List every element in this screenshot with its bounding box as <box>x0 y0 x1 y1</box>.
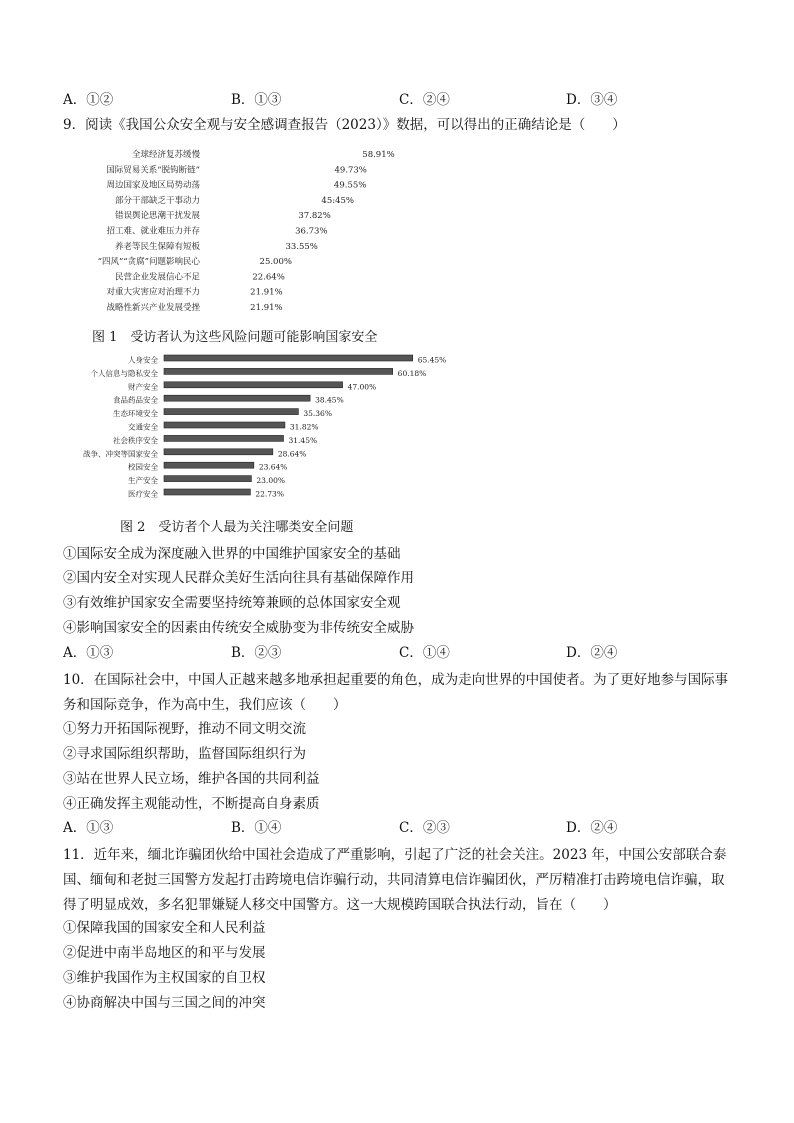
value-label: 22.73% <box>255 489 284 499</box>
category-label: 错误舆论思潮干扰发展 <box>114 211 200 222</box>
q10-option-a[interactable]: A．①③ <box>63 820 114 836</box>
q10-statement-4: ④正确发挥主观能动性，不断提高自身素质 <box>63 796 320 812</box>
value-label: 65.45% <box>417 355 447 365</box>
category-label: 社会秩序安全 <box>113 435 158 445</box>
figure-2-chart <box>60 352 447 508</box>
bar <box>164 355 413 361</box>
category-label: 生产安全 <box>128 476 158 486</box>
q8-option-d[interactable]: D．③④ <box>566 92 618 108</box>
q9-statement-2: ②国内安全对实现人民群众美好生活向往具有基础保障作用 <box>63 570 414 586</box>
value-label: 60.18% <box>397 368 427 378</box>
value-label: 28.64% <box>277 449 307 459</box>
bar <box>164 422 285 428</box>
q9-option-b[interactable]: B．②③ <box>231 645 282 661</box>
bar <box>164 462 254 468</box>
q8-option-b[interactable]: B．①③ <box>231 92 282 108</box>
bar <box>164 368 393 374</box>
bar <box>164 489 250 495</box>
category-label: 生态环境安全 <box>113 409 158 419</box>
value-label: 22.64% <box>252 272 285 283</box>
bar <box>164 476 251 482</box>
value-label: 31.45% <box>288 435 318 445</box>
category-label: 人身安全 <box>128 355 158 365</box>
category-label: 养老等民生保障有短板 <box>114 241 200 252</box>
q11-statement-1: ①保障我国的国家安全和人民利益 <box>63 920 266 936</box>
q8-options <box>63 90 703 110</box>
category-label: 战争、冲突等国家安全 <box>83 449 158 459</box>
category-label: 校园安全 <box>128 462 158 472</box>
figure-1-caption: 图 1 受访者认为这些风险问题可能影响国家安全 <box>92 330 378 345</box>
q10-option-d[interactable]: D．②④ <box>566 820 618 836</box>
value-label: 31.82% <box>289 422 319 432</box>
q9-statement-4: ④影响国家安全的因素由传统安全威胁变为非传统安全威胁 <box>63 620 414 636</box>
value-label: 58.91% <box>362 150 395 160</box>
category-label: 医疗安全 <box>128 489 158 499</box>
q11-statement-2: ②促进中南半岛地区的和平与发展 <box>63 945 266 961</box>
value-label: 49.55% <box>333 180 367 191</box>
value-label: 36.73% <box>295 226 328 237</box>
q11-stem: 11．近年来，缅北诈骗团伙给中国社会造成了严重影响，引起了广泛的社会关注。2023 年，中国公安部联合泰国、缅甸和老挝三国警方发起打击跨境电信诈骗行动，共同清算电信诈骗团伙，严厉精准打击跨境电信诈骗，取得了明显成效，多名犯罪嫌疑人移交中国警方。这一大规模跨国联合执法行动，旨在（ ） <box>63 847 727 913</box>
category-label: 对重大灾害应对治理不力 <box>106 287 200 298</box>
q8-option-c[interactable]: C．②④ <box>399 92 450 108</box>
q10-statement-3: ③站在世界人民立场，维护各国的共同利益 <box>63 771 320 787</box>
q10-stem: 10．在国际社会中，中国人正越来越多地承担起重要的角色，成为走向世界的中国使者。为了更好地参与国际事务和国际竞争，作为高中生，我们应该（ ） <box>63 672 729 713</box>
category-label: 财产安全 <box>128 382 158 392</box>
q10-statement-2: ②寻求国际组织帮助，监督国际组织行为 <box>63 746 306 762</box>
q8-option-a[interactable]: A．①② <box>63 92 114 108</box>
value-label: 38.45% <box>315 395 344 405</box>
category-label: 国际贸易关系“脱钩断链” <box>106 165 200 176</box>
category-label: 战略性新兴产业发展受挫 <box>106 303 200 313</box>
category-label: 个人信息与隐私安全 <box>90 368 158 378</box>
q11-statement-4: ④协商解决中国与三国之间的冲突 <box>63 995 266 1011</box>
value-label: 35.36% <box>303 409 332 419</box>
value-label: 47.00% <box>347 382 377 392</box>
category-label: 招工难、就业难压力并存 <box>106 226 200 237</box>
category-label: 民营企业发展信心不足 <box>114 272 200 283</box>
q9-option-c[interactable]: C．①④ <box>399 645 450 661</box>
q9-stem: 9．阅读《我国公众安全观与安全感调查报告（2023）》数据，可以得出的正确结论是（ ） <box>63 117 626 133</box>
figure-1-chart <box>60 145 420 317</box>
value-label: 45:45% <box>321 195 355 206</box>
q10-statement-1: ①努力开拓国际视野，推动不同文明交流 <box>63 721 306 737</box>
category-label: 全球经济复苏缓慢 <box>131 150 200 160</box>
bar <box>164 435 284 441</box>
q10-options <box>63 818 703 838</box>
value-label: 21.91% <box>250 287 283 298</box>
figure-2-caption: 图 2 受访者个人最为关注哪类安全问题 <box>120 520 354 535</box>
q9-options <box>63 643 703 663</box>
bar <box>164 409 298 415</box>
value-label: 23.64% <box>258 462 288 472</box>
q10-option-c[interactable]: C．②③ <box>399 820 450 836</box>
value-label: 25.00% <box>259 257 292 268</box>
value-label: 21.91% <box>250 303 283 313</box>
value-label: 37.82% <box>298 211 331 222</box>
category-label: 部分干部缺乏干事动力 <box>114 195 200 206</box>
category-label: 食品药品安全 <box>113 395 158 405</box>
bar <box>164 382 343 388</box>
bar <box>164 449 273 455</box>
category-label: 周边国家及地区局势动荡 <box>106 180 200 191</box>
category-label: 交通安全 <box>128 422 158 432</box>
value-label: 49.73% <box>334 165 367 176</box>
q9-option-d[interactable]: D．②④ <box>566 645 618 661</box>
q9-option-a[interactable]: A．①③ <box>63 645 114 661</box>
q11-statement-3: ③维护我国作为主权国家的自卫权 <box>63 970 266 986</box>
value-label: 23.00% <box>256 476 286 486</box>
category-label: “四风”“贪腐”问题影响民心 <box>97 257 200 268</box>
value-label: 33.55% <box>285 241 318 252</box>
q10-option-b[interactable]: B．①④ <box>231 820 282 836</box>
bar <box>164 395 310 401</box>
q9-statement-3: ③有效维护国家安全需要坚持统筹兼顾的总体国家安全观 <box>63 595 401 611</box>
q9-statement-1: ①国际安全成为深度融入世界的中国维护国家安全的基础 <box>63 546 401 562</box>
